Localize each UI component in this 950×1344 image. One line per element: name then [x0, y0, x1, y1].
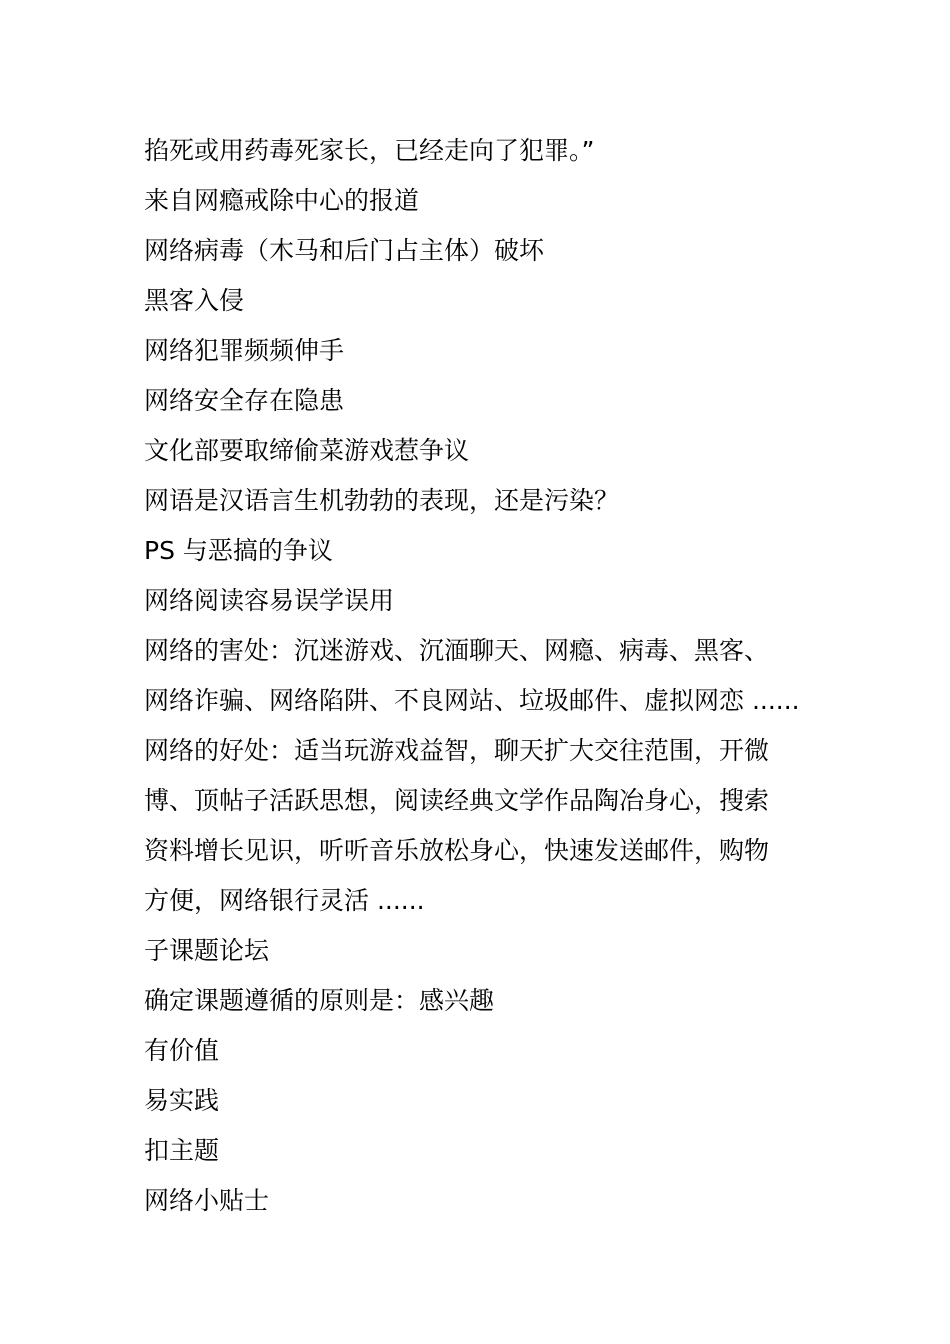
text-line-5: 网络犯罪频频伸手 [144, 336, 345, 365]
text-line-13: 网络的好处：适当玩游戏益智，聊天扩大交往范围，开微 [144, 736, 770, 765]
text-line-16: 方便，网络银行灵活 ...... [144, 886, 425, 915]
text-line-17: 子课题论坛 [144, 936, 270, 965]
text-line-3: 网络病毒（木马和后门占主体）破坏 [144, 236, 545, 265]
text-line-21: 扣主题 [144, 1136, 220, 1165]
text-line-10: 网络阅读容易误学误用 [144, 586, 395, 615]
text-line-22: 网络小贴士 [144, 1186, 270, 1215]
text-line-11: 网络的害处：沉迷游戏、沉湎聊天、网瘾、病毒、黑客、 [144, 636, 770, 665]
text-line-14: 博、顶帖子活跃思想，阅读经典文学作品陶冶身心，搜索 [144, 786, 770, 815]
text-line-9: PS 与恶搞的争议 [144, 536, 333, 565]
text-line-4: 黑客入侵 [144, 286, 245, 315]
text-line-12: 网络诈骗、网络陷阱、不良网站、垃圾邮件、虚拟网恋 ...... [144, 686, 800, 715]
text-line-1: 掐死或用药毒死家长，已经走向了犯罪。” [144, 136, 595, 165]
text-line-18: 确定课题遵循的原则是：感兴趣 [144, 986, 495, 1015]
text-line-8: 网语是汉语言生机勃勃的表现，还是污染？ [144, 486, 620, 515]
text-line-7: 文化部要取缔偷菜游戏惹争议 [144, 436, 470, 465]
text-line-6: 网络安全存在隐患 [144, 386, 345, 415]
document-body [144, 126, 824, 1226]
text-line-15: 资料增长见识，听听音乐放松身心，快速发送邮件，购物 [144, 836, 770, 865]
text-line-19: 有价值 [144, 1036, 220, 1065]
text-line-20: 易实践 [144, 1086, 220, 1115]
text-line-2: 来自网瘾戒除中心的报道 [144, 186, 420, 215]
